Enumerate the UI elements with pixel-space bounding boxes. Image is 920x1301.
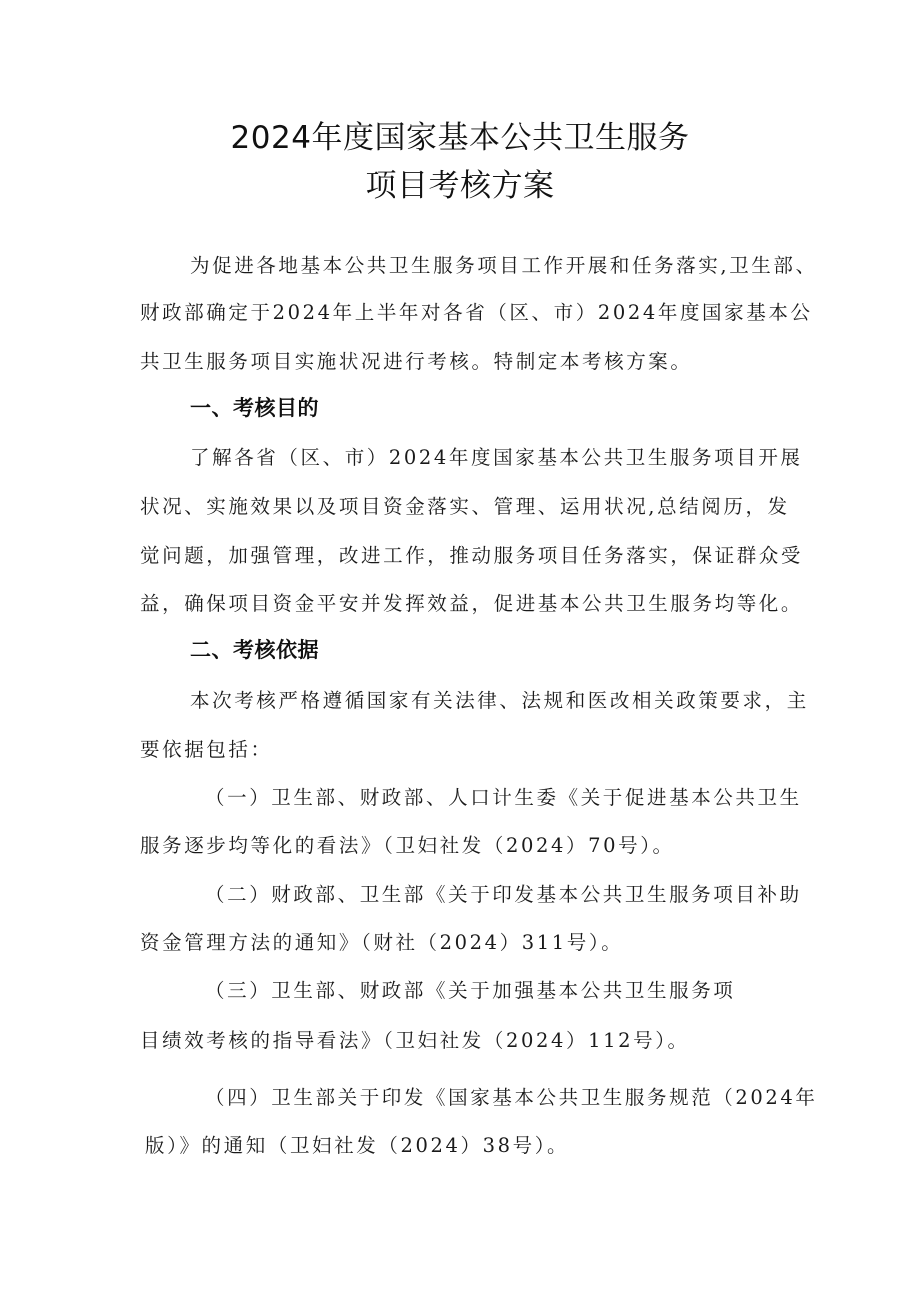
- section-2-heading: 二、考核依据: [190, 638, 319, 662]
- section-1-line-4: 益，确保项目资金平安并发挥效益，促进基本公共卫生服务均等化。: [140, 592, 804, 615]
- basis-item-1-line-2: 服务逐步均等化的看法》（卫妇社发（2024）70号）。: [140, 834, 675, 857]
- basis-item-2-line-2: 资金管理方法的通知》（财社（2024）311号）。: [140, 931, 624, 954]
- section-1-line-3: 觉问题，加强管理，改进工作，推动服务项目任务落实，保证群众受: [140, 544, 804, 567]
- basis-item-4-line-2: 版）》的通知（卫妇社发（2024）38号）。: [145, 1134, 570, 1157]
- intro-line-3: 共卫生服务项目实施状况进行考核。特制定本考核方案。: [140, 350, 693, 373]
- basis-item-1-line-1: （一）卫生部、财政部、人口计生委《关于促进基本公共卫生: [205, 786, 802, 809]
- section-1-heading: 一、考核目的: [190, 396, 319, 420]
- intro-line-2: 财政部确定于2024年上半年对各省（区、市）2024年度国家基本公: [140, 301, 813, 324]
- basis-item-2-line-1: （二）财政部、卫生部《关于印发基本公共卫生服务项目补助: [205, 883, 802, 906]
- document-title-line-2: 项目考核方案: [365, 168, 555, 204]
- section-2-line-1: 本次考核严格遵循国家有关法律、法规和医改相关政策要求，主: [190, 689, 809, 712]
- basis-item-3-line-2: 目绩效考核的指导看法》（卫妇社发（2024）112号）。: [140, 1029, 690, 1052]
- basis-item-3-line-1: （三）卫生部、财政部《关于加强基本公共卫生服务项: [205, 979, 736, 1002]
- intro-line-1: 为促进各地基本公共卫生服务项目工作开展和任务落实,卫生部、: [190, 254, 818, 277]
- basis-item-4-line-1: （四）卫生部关于印发《国家基本公共卫生服务规范（2024年: [205, 1086, 818, 1109]
- section-2-line-2: 要依据包括：: [140, 738, 273, 761]
- section-1-line-2: 状况、实施效果以及项目资金落实、管理、运用状况,总结阅历，发: [140, 495, 790, 518]
- section-1-line-1: 了解各省（区、市）2024年度国家基本公共卫生服务项目开展: [190, 446, 803, 469]
- document-title-line-1: 2024年度国家基本公共卫生服务: [230, 120, 690, 156]
